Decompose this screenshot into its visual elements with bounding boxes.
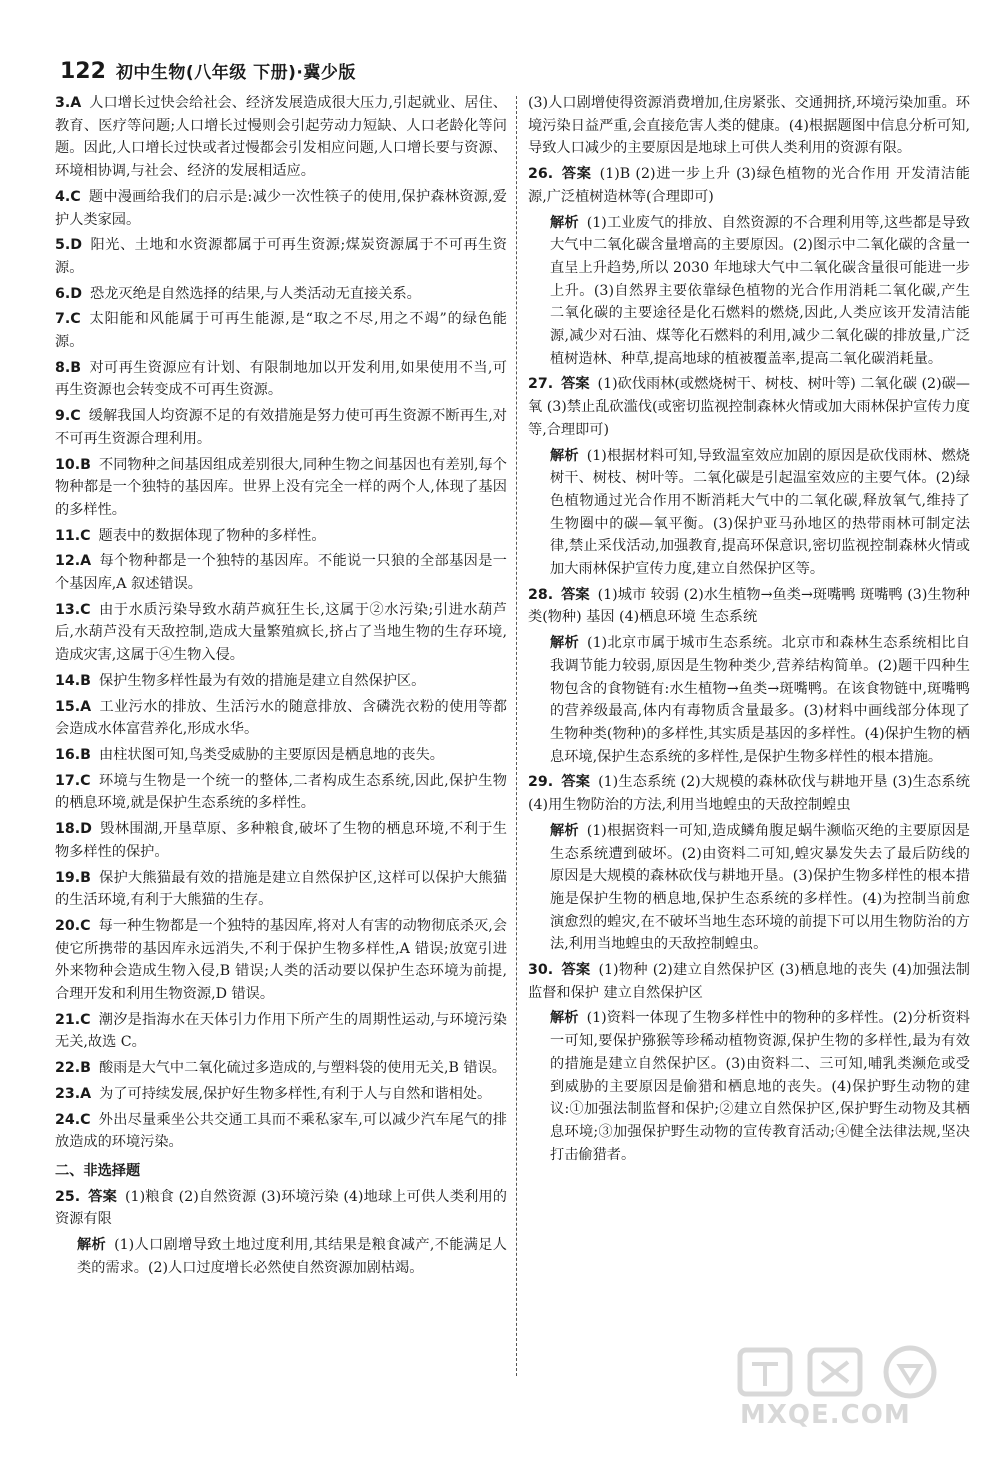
choice-answer-item: [55, 670, 507, 693]
question-number: 20.C: [55, 917, 91, 934]
analysis-tag: 解析: [77, 1237, 107, 1254]
choice-answer-item: [55, 1009, 507, 1054]
analysis-block: [550, 212, 970, 371]
answer-tag: 答案: [561, 774, 591, 791]
watermark-url: MXQE.COM: [740, 1400, 911, 1430]
answer-tag: 答案: [88, 1188, 118, 1205]
analysis-block: [550, 632, 970, 768]
nonchoice-answers-list: [528, 163, 970, 1166]
analysis-text: (1)资料一体现了生物多样性中的物种的多样性。(2)分析资料一可知,要保护猕猴等珍稀动植物资源,保护生物的多样性,最为有效的措施是建立自然保护区。(3)由资料二、三可知,哺乳类濒危或受到威胁的主要原因是偷猎和栖息地的丧失。(4)保护野生动物的建议:①加强法制监督和保护;②建立自然保护区,保护野生动物及其栖息环境;③加强保护野生动物的宣传教育活动;④健全法律法规,坚决打击偷猎者。: [550, 1010, 970, 1163]
question-number: 17.C: [55, 772, 91, 789]
question-number: 13.C: [55, 601, 91, 618]
choice-answer-item: [55, 1109, 507, 1154]
watermark: [730, 1342, 960, 1437]
choice-answer-item: [55, 186, 507, 231]
explanation-text: 题中漫画给我们的启示是:减少一次性筷子的使用,保护森林资源,爱护人类家园。: [55, 188, 507, 228]
choice-answer-item: [55, 867, 507, 912]
analysis-tag: 解析: [550, 635, 580, 652]
explanation-text: 环境与生物是一个统一的整体,二者构成生态系统,因此,保护生物的栖息环境,就是保护生态系统的多样性。: [55, 772, 507, 812]
question-number: 3.A: [55, 95, 82, 111]
question-number: 27.: [528, 376, 554, 393]
question-30: [528, 959, 970, 1004]
explanation-text: 由柱状图可知,鸟类受威胁的主要原因是栖息地的丧失。: [98, 746, 444, 763]
explanation-text: 保护大熊猫最有效的措施是建立自然保护区,这样可以保护大熊猫的生活环境,有利于大熊猫的生存。: [55, 869, 507, 909]
question-number: 15.A: [55, 698, 92, 715]
explanation-text: 潮汐是指海水在天体引力作用下所产生的周期性运动,与环境污染无关,故选 C。: [55, 1011, 507, 1051]
choice-answer-item: [55, 405, 507, 450]
explanation-text: 每一种生物都是一个独特的基因库,将对人有害的动物彻底杀灭,会使它所携带的基因库永远消失,不利于保护生物多样性,A 错误;放宽引进外来物种会造成生物入侵,B 错误;人类的活动要以保护生态环境为前提,合理开发和利用生物资源,D 错误。: [55, 917, 507, 1003]
question-number: 12.A: [55, 553, 92, 570]
explanation-text: 阳光、土地和水资源都属于可再生资源;煤炭资源属于不可再生资源。: [55, 237, 507, 276]
explanation-text: 工业污水的排放、生活污水的随意排放、含磷洗衣粉的使用等都会造成水体富营养化,形成水华。: [55, 698, 507, 738]
question-number: 30.: [528, 962, 554, 979]
answer-tag: 答案: [561, 962, 591, 979]
choice-answer-item: [55, 92, 507, 183]
question-number: 14.B: [55, 672, 91, 689]
question-number: 22.B: [55, 1060, 91, 1077]
analysis-block: [550, 445, 970, 581]
analysis-tag: 解析: [550, 447, 579, 464]
choice-answer-item: [55, 915, 507, 1006]
question-number: 18.D: [55, 821, 92, 838]
question-number: 9.C: [55, 408, 81, 425]
answer-text: (1)物种 (2)建立自然保护区 (3)栖息地的丧失 (4)加强法制监督和保护 建立自然保护区: [528, 962, 970, 1001]
choice-answer-item: [55, 696, 507, 741]
question-number: 21.C: [55, 1011, 91, 1028]
answer-tag: 答案: [561, 586, 590, 603]
question-number: 16.B: [55, 746, 91, 763]
explanation-text: 由于水质污染导致水葫芦疯狂生长,这属于②水污染;引进水葫芦后,水葫芦没有天敌控制,造成大量繁殖疯长,挤占了当地生物的生存环境,造成灾害,这属于④生物入侵。: [55, 601, 507, 664]
analysis-25: [77, 1234, 507, 1279]
analysis-tag: 解析: [550, 214, 579, 231]
question-28: [528, 584, 970, 629]
book-title: 初中生物(八年级 下册)·冀少版: [115, 63, 356, 83]
question-number: 11.C: [55, 527, 91, 544]
question-27: [528, 373, 970, 441]
analysis-text: (1)根据材料可知,导致温室效应加剧的原因是砍伐雨林、燃烧树干、树枝、树叶等。二氧化碳是引起温室效应的主要气体。(2)绿色植物通过光合作用不断消耗大气中的二氧化碳,释放氧气,维持了生物圈中的碳—氧平衡。(3)保护亚马孙地区的热带雨林可制定法律,禁止采伐活动,加强教育,提高环保意识,密切监视控制森林火情或加大雨林保护宣传力度,建立自然保护区等。: [550, 447, 970, 578]
analysis-text: (1)人口剧增导致土地过度利用,其结果是粮食减产,不能满足人类的需求。(2)人口过度增长必然使自然资源加剧枯竭。: [77, 1237, 507, 1276]
explanation-text: 酸雨是大气中二氧化硫过多造成的,与塑料袋的使用无关,B 错误。: [98, 1060, 506, 1077]
answer-stamp-logo-icon: [730, 1342, 960, 1402]
question-number: 10.B: [55, 456, 91, 473]
analysis-tag: 解析: [550, 1010, 579, 1027]
answer-text: (1)生态系统 (2)大规模的森林砍伐与耕地开垦 (3)生态系统 (4)用生物防治的方法,利用当地蝗虫的天敌控制蝗虫: [528, 774, 970, 814]
explanation-text: 缓解我国人均资源不足的有效措施是努力使可再生资源不断再生,对不可再生资源合理利用。: [55, 408, 507, 447]
answer-text: (1)粮食 (2)自然资源 (3)环境污染 (4)地球上可供人类利用的资源有限: [55, 1188, 507, 1228]
question-number: 4.C: [55, 188, 81, 205]
explanation-text: 恐龙灭绝是自然选择的结果,与人类活动无直接关系。: [90, 285, 421, 302]
answer-tag: 答案: [561, 166, 592, 183]
answer-text: (1)砍伐雨林(或燃烧树干、树枝、树叶等) 二氧化碳 (2)碳—氧 (3)禁止乱砍滥伐(或密切监视控制森林火情或加大雨林保护宣传力度等,合理即可): [528, 376, 970, 438]
question-number: 8.B: [55, 359, 82, 376]
question-number: 25.: [55, 1188, 81, 1205]
choice-answer-item: [55, 599, 507, 667]
analysis-text: (1)根据资料一可知,造成鳞角腹足蜗牛濒临灭绝的主要原因是生态系统遭到破坏。(2)由资料二可知,蝗灾暴发失去了最后防线的原因是大规模的森林砍伐与耕地开垦。(3)保护生物多样性的根本措施是保护生物的栖息地,保护生态系统的多样性。(4)为控制当前愈演愈烈的蝗灾,在不破坏当地生态环境的前提下可以用生物防治的方法,利用当地蝗虫的天敌控制蝗虫。: [550, 822, 970, 953]
choice-answers-list: [55, 92, 507, 1154]
question-number: 19.B: [55, 869, 91, 886]
question-number: 28.: [528, 586, 554, 603]
analysis-block: [550, 820, 970, 956]
choice-answer-item: [55, 308, 507, 353]
question-number: 29.: [528, 774, 554, 791]
answer-text: (1)B (2)进一步上升 (3)绿色植物的光合作用 开发清洁能源,广泛植树造林等(合理即可): [528, 166, 970, 205]
question-26: [528, 163, 970, 208]
question-number: 5.D: [55, 237, 83, 254]
choice-answer-item: [55, 818, 507, 863]
analysis-text: (1)工业废气的排放、自然资源的不合理利用等,这些都是导致大气中二氧化碳含量增高的主要原因。(2)图示中二氧化碳的含量一直呈上升趋势,所以 2030 年地球大气中二氧化碳含量很可能进一步上升。(3)自然界主要依靠绿色植物的光合作用消耗二氧化碳,产生二氧化碳的主要途径是化石燃料的燃烧,因此,人类应该开发清洁能源,减少对石油、煤等化石燃料的利用,减少二氧化碳的排放量,广泛植树造林、种草,提高地球的植被覆盖率,提高二氧化碳消耗量。: [550, 214, 970, 367]
explanation-text: 外出尽量乘坐公共交通工具而不乘私家车,可以减少汽车尾气的排放造成的环境污染。: [55, 1111, 507, 1151]
question-25: [55, 1186, 507, 1231]
analysis-25-continued: (3)人口剧增使得资源消费增加,住房紧张、交通拥挤,环境污染加重。环境污染日益严重,会直接危害人类的健康。(4)根据题图中信息分析可知,导致人口减少的主要原因是地球上可供人类利用的资源有限。: [528, 95, 970, 157]
analysis-tag: 解析: [550, 822, 579, 839]
choice-answer-item: [55, 1083, 507, 1106]
explanation-text: 题表中的数据体现了物种的多样性。: [98, 527, 326, 544]
question-number: 7.C: [55, 311, 81, 328]
section-title: 二、非选择题: [55, 1162, 141, 1179]
explanation-text: 每个物种都是一个独特的基因库。不能说一只狼的全部基因是一个基因库,A 叙述错误。: [55, 553, 507, 593]
question-number: 24.C: [55, 1111, 91, 1128]
answer-text: (1)城市 较弱 (2)水生植物→鱼类→斑嘴鸭 斑嘴鸭 (3)生物种类(物种) 基因 (4)栖息环境 生态系统: [528, 586, 970, 626]
explanation-text: 对可再生资源应有计划、有限制地加以开发利用,如果使用不当,可再生资源也会转变成不可再生资源。: [55, 359, 507, 399]
explanation-text: 毁林围湖,开垦草原、多种粮食,破坏了生物的栖息环境,不利于生物多样性的保护。: [55, 821, 507, 860]
column-divider: [516, 96, 517, 1376]
choice-answer-item: [55, 1057, 507, 1080]
choice-answer-item: [55, 744, 507, 767]
explanation-text: 太阳能和风能属于可再生能源,是“取之不尽,用之不竭”的绿色能源。: [55, 311, 507, 351]
left-column: [55, 92, 507, 1282]
question-number: 26.: [528, 166, 554, 183]
right-column: [528, 92, 970, 1169]
question-29: [528, 771, 970, 816]
choice-answer-item: [55, 550, 507, 595]
choice-answer-item: [55, 454, 507, 522]
analysis-text: (1)北京市属于城市生态系统。北京市和森林生态系统相比自我调节能力较弱,原因是生物种类少,营养结构简单。(2)题干四种生物包含的食物链有:水生植物→鱼类→斑嘴鸭。在该食物链中,斑嘴鸭的营养级最高,体内有毒物质含量最多。(3)材料中画线部分体现了生物种类(物种)的多样性,其实质是基因的多样性。(4)保护生物的栖息环境,保护生态系统的多样性,是保护生物多样性的根本措施。: [550, 635, 970, 765]
page-number: 122: [60, 59, 106, 84]
choice-answer-item: [55, 357, 507, 402]
explanation-text: 保护生物多样性最为有效的措施是建立自然保护区。: [98, 672, 426, 689]
choice-answer-item: [55, 283, 507, 306]
choice-answer-item: [55, 234, 507, 279]
question-number: 23.A: [55, 1085, 92, 1102]
choice-answer-item: [55, 525, 507, 548]
explanation-text: 为了可持续发展,保护好生物多样性,有利于人与自然和谐相处。: [99, 1085, 492, 1102]
explanation-text: 不同物种之间基因组成差别很大,同种生物之间基因也有差别,每个物种都是一个独特的基因库。世界上没有完全一样的两个人,体现了基因的多样性。: [55, 456, 507, 518]
analysis-block: [550, 1007, 970, 1166]
explanation-text: 人口增长过快会给社会、经济发展造成很大压力,引起就业、居住、教育、医疗等问题;人口增长过慢则会引起劳动力短缺、人口老龄化等问题。因此,人口增长过快或者过慢都会引发相应问题,人口增长要与资源、环境相协调,与社会、经济的发展相适应。: [55, 95, 507, 180]
answer-tag: 答案: [561, 376, 590, 393]
question-number: 6.D: [55, 285, 83, 302]
choice-answer-item: [55, 770, 507, 815]
